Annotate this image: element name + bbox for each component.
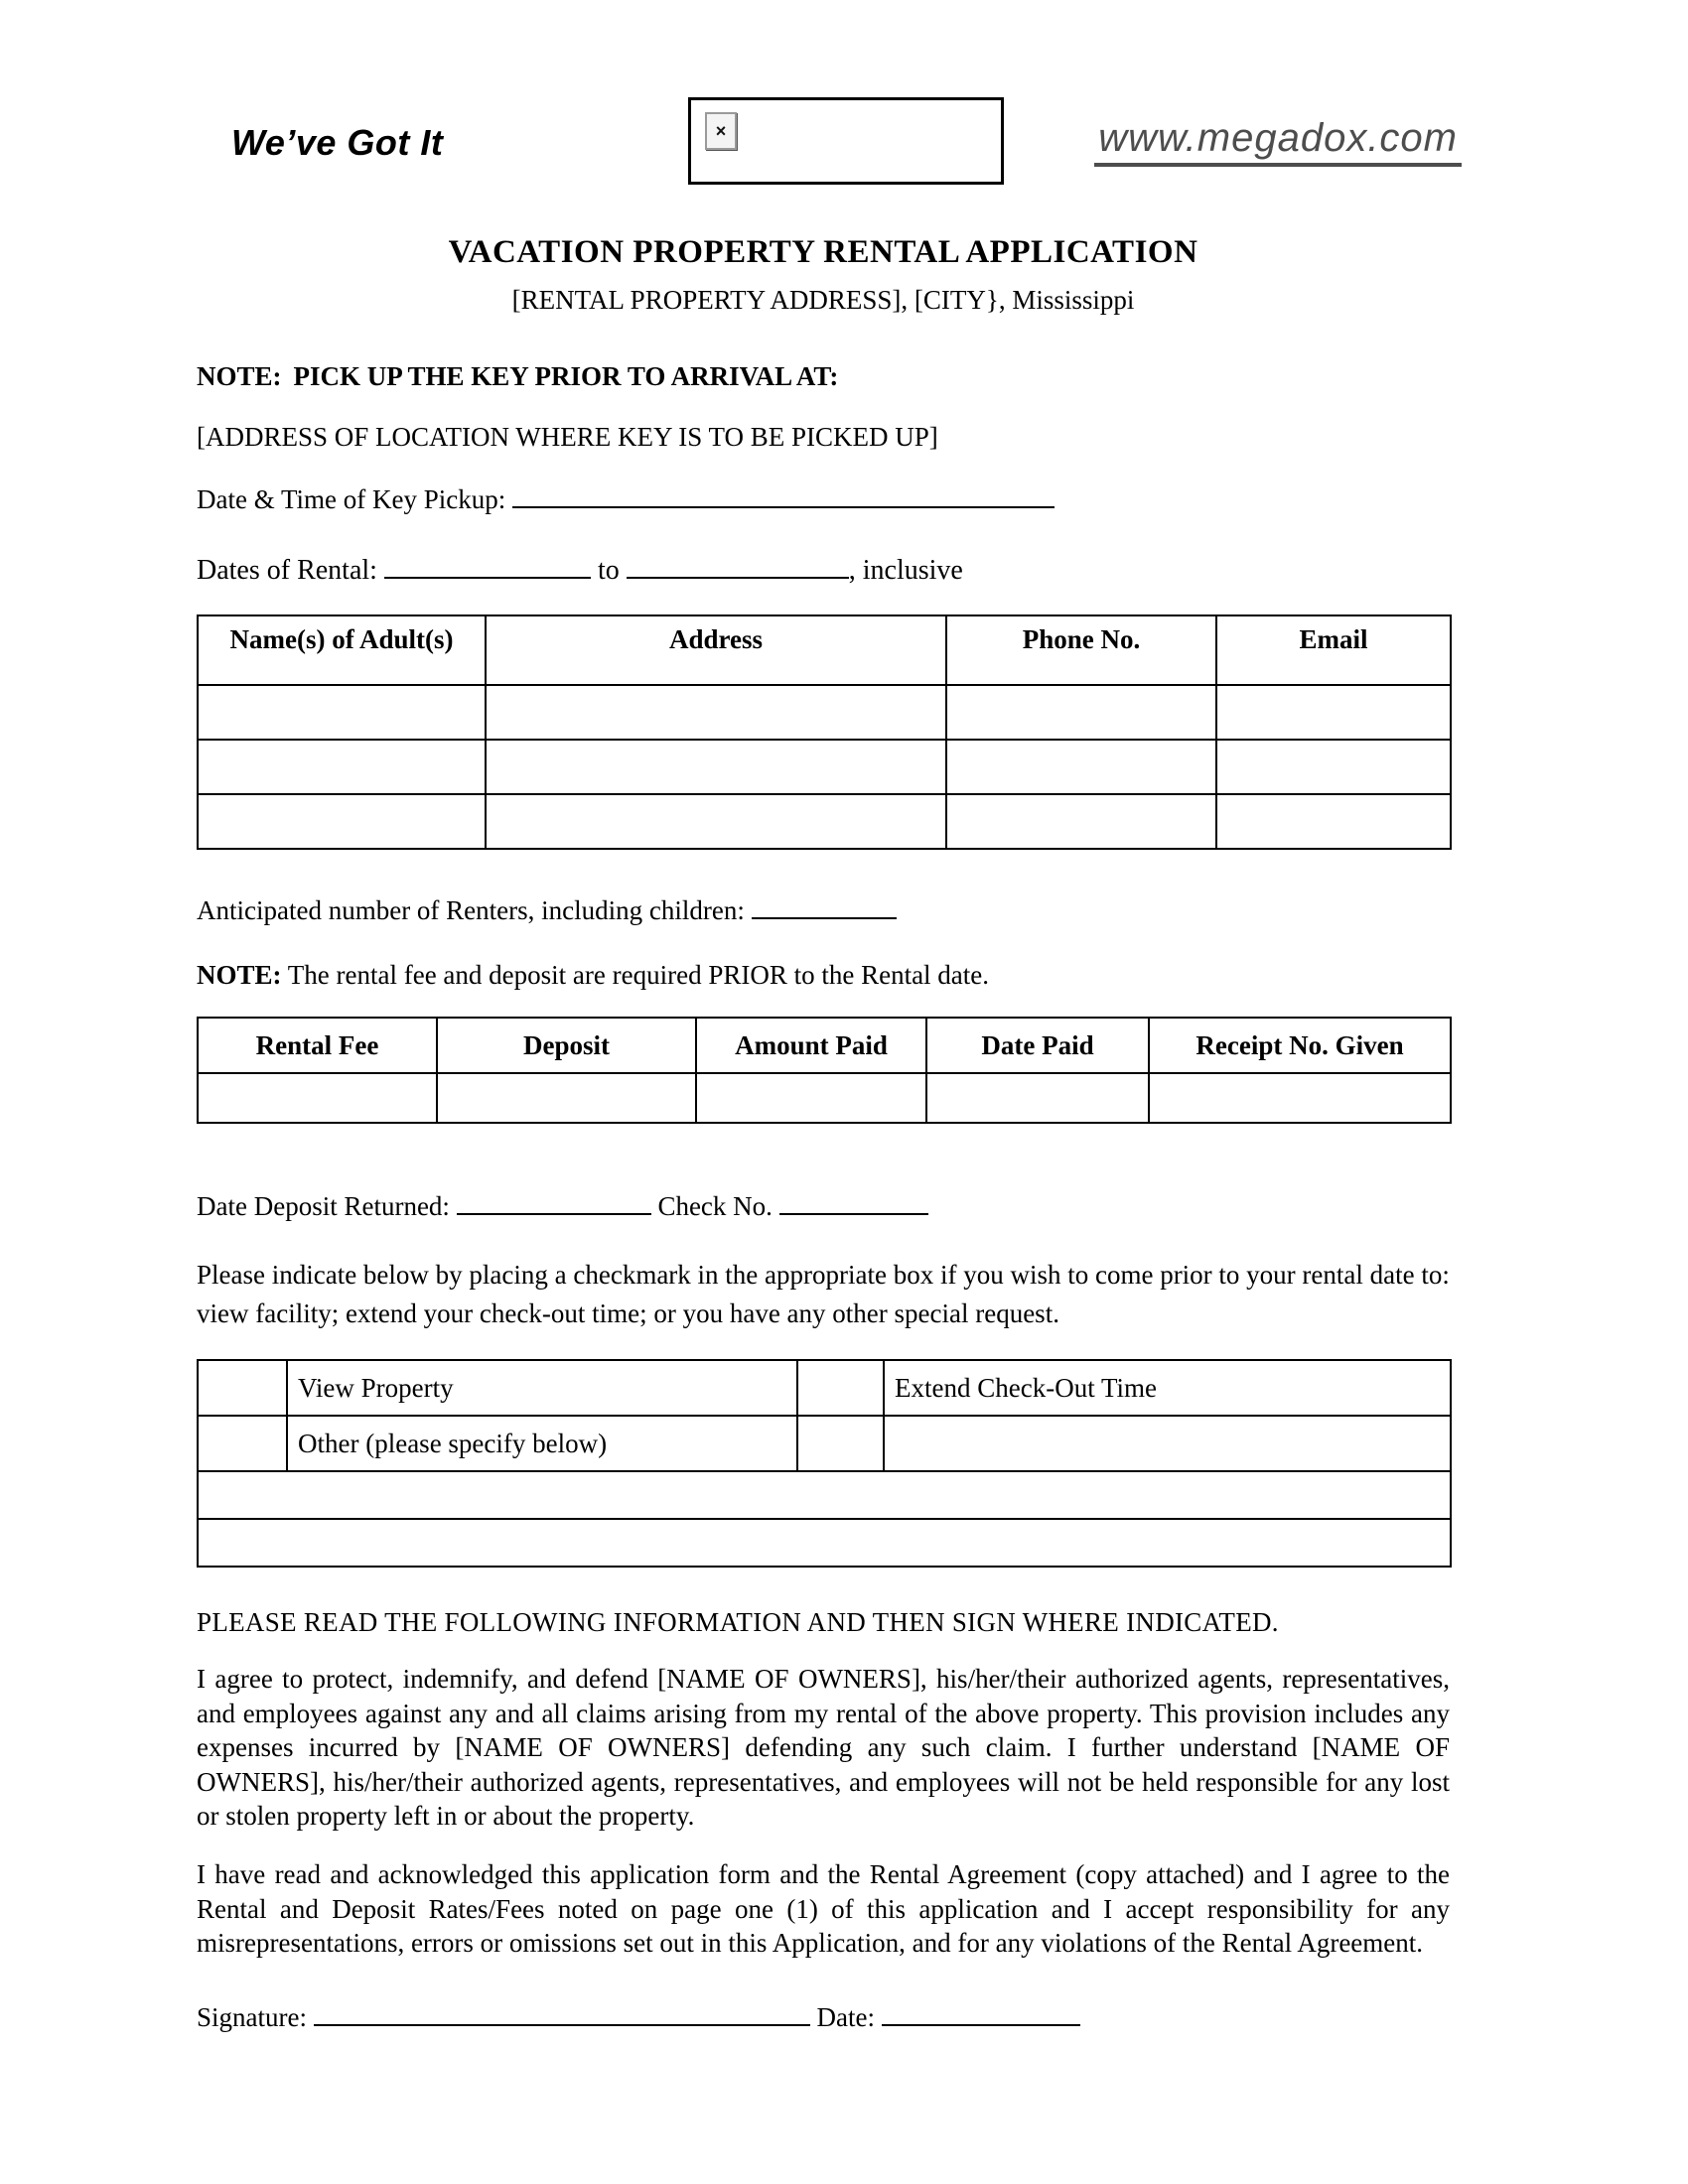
rental-end-blank[interactable]: [627, 553, 849, 579]
fees-table-header-row: [198, 1018, 1451, 1073]
note-label: NOTE:: [197, 361, 282, 391]
adults-table-row: [198, 685, 1451, 740]
adults-header-name: Name(s) of Adult(s): [198, 615, 486, 685]
other-specify-cell-2[interactable]: [198, 1519, 1451, 1567]
brand-logo-text: We’ve Got It: [231, 122, 444, 163]
adult-phone-cell[interactable]: [946, 794, 1216, 849]
key-pickup-note: [197, 361, 1450, 392]
date-paid-cell[interactable]: [926, 1073, 1149, 1123]
fee-note: [197, 960, 1450, 991]
key-pickup-date-label: Date & Time of Key Pickup:: [197, 484, 506, 514]
options-empty-checkbox-cell[interactable]: [797, 1416, 884, 1471]
adults-header-address: Address: [486, 615, 946, 685]
deposit-returned-label: Date Deposit Returned:: [197, 1191, 450, 1221]
adults-table-row: [198, 794, 1451, 849]
fees-table-row: [198, 1073, 1451, 1123]
indemnity-paragraph: I agree to protect, indemnify, and defend [NAME OF OWNERS], his/her/their authorized agents, representatives, and employees against any and all claims arising from my rental of the above property. This provision includes any expenses incurred by [NAME OF OWNERS] defending any such claim. I further understand [NAME OF OWNERS], his/her/their authorized agents, representatives, and employees will not be held responsible for any lost or stolen property left in or about the property.: [197, 1664, 1450, 1832]
extend-checkout-label: Extend Check-Out Time: [884, 1360, 1451, 1416]
fee-note-text: The rental fee and deposit are required PRIOR to the Rental date.: [287, 960, 990, 990]
signature-date-blank[interactable]: [882, 2000, 1080, 2026]
fees-header-rental-fee: Rental Fee: [198, 1018, 437, 1073]
deposit-cell[interactable]: [437, 1073, 696, 1123]
checkmark-instructions: Please indicate below by placing a checkmark in the appropriate box if you wish to come prior to your rental date to: view facility; extend your check-out time; or you have any other special request.: [197, 1260, 1450, 1329]
adults-table-row: [198, 740, 1451, 794]
deposit-returned-field: [197, 1189, 1450, 1222]
adult-email-cell[interactable]: [1216, 794, 1451, 849]
signature-label: Signature:: [197, 2001, 307, 2032]
key-pickup-date-field: [197, 482, 1450, 515]
fees-header-receipt-no: Receipt No. Given: [1149, 1018, 1451, 1073]
signature-field: [197, 2000, 1450, 2033]
fees-header-amount-paid: Amount Paid: [696, 1018, 926, 1073]
key-pickup-date-blank[interactable]: [512, 482, 1055, 508]
other-option-label: Other (please specify below): [287, 1416, 797, 1471]
acknowledgment-paragraph: I have read and acknowledged this application form and the Rental Agreement (copy attached) and I agree to the Rental and Deposit Rates/Fees noted on page one (1) of this application and I accept responsibility for any misrepresentations, errors or omissions set out in this Application, and for any violations of the Rental Agreement.: [197, 1859, 1450, 1959]
fees-table: [197, 1017, 1452, 1124]
adults-table: [197, 614, 1452, 850]
read-sign-instruction: PLEASE READ THE FOLLOWING INFORMATION AND THEN SIGN WHERE INDICATED.: [197, 1607, 1279, 1638]
deposit-returned-blank[interactable]: [457, 1189, 651, 1215]
adult-phone-cell[interactable]: [946, 740, 1216, 794]
key-pickup-address: [ADDRESS OF LOCATION WHERE KEY IS TO BE PICKED UP]: [197, 422, 938, 452]
other-checkbox-cell[interactable]: [198, 1416, 287, 1471]
renters-count-blank[interactable]: [752, 893, 897, 919]
adult-name-cell[interactable]: [198, 685, 486, 740]
other-specify-row-2: [198, 1519, 1451, 1567]
fees-header-date-paid: Date Paid: [926, 1018, 1149, 1073]
rental-dates-label: Dates of Rental:: [197, 555, 377, 586]
form-title: VACATION PROPERTY RENTAL APPLICATION: [448, 234, 1198, 270]
note-text: PICK UP THE KEY PRIOR TO ARRIVAL AT:: [293, 361, 839, 391]
adult-phone-cell[interactable]: [946, 685, 1216, 740]
rental-dates-field: [197, 553, 1450, 587]
adults-header-email: Email: [1216, 615, 1451, 685]
adult-email-cell[interactable]: [1216, 685, 1451, 740]
page-header: [197, 94, 1458, 189]
property-address-line: [RENTAL PROPERTY ADDRESS], [CITY}, Mississippi: [511, 285, 1135, 315]
view-property-label: View Property: [287, 1360, 797, 1416]
rental-dates-connector: to: [597, 555, 620, 586]
adult-name-cell[interactable]: [198, 794, 486, 849]
adult-email-cell[interactable]: [1216, 740, 1451, 794]
adult-address-cell[interactable]: [486, 794, 946, 849]
missing-image-placeholder-box: [688, 97, 1004, 185]
options-empty-cell: [884, 1416, 1451, 1471]
adult-name-cell[interactable]: [198, 740, 486, 794]
options-row-1: [198, 1360, 1451, 1416]
broken-image-icon: ×: [705, 112, 737, 150]
other-specify-row-1: [198, 1471, 1451, 1519]
options-row-2: [198, 1416, 1451, 1471]
fees-header-deposit: Deposit: [437, 1018, 696, 1073]
options-table: [197, 1359, 1452, 1568]
fee-note-label: NOTE:: [197, 960, 282, 990]
extend-checkout-checkbox-cell[interactable]: [797, 1360, 884, 1416]
adults-header-phone: Phone No.: [946, 615, 1216, 685]
adults-table-header-row: [198, 615, 1451, 685]
receipt-no-cell[interactable]: [1149, 1073, 1451, 1123]
signature-blank[interactable]: [314, 2000, 810, 2026]
check-no-label: Check No.: [657, 1191, 773, 1221]
other-specify-cell-1[interactable]: [198, 1471, 1451, 1519]
rental-fee-cell[interactable]: [198, 1073, 437, 1123]
adult-address-cell[interactable]: [486, 740, 946, 794]
renters-count-label: Anticipated number of Renters, including children:: [197, 895, 745, 925]
adult-address-cell[interactable]: [486, 685, 946, 740]
amount-paid-cell[interactable]: [696, 1073, 926, 1123]
view-property-checkbox-cell[interactable]: [198, 1360, 287, 1416]
renters-count-field: [197, 893, 1450, 926]
rental-start-blank[interactable]: [384, 553, 591, 579]
rental-dates-suffix: , inclusive: [848, 555, 963, 586]
signature-date-label: Date:: [816, 2001, 875, 2032]
website-link[interactable]: www.megadox.com: [1094, 116, 1462, 167]
check-no-blank[interactable]: [779, 1189, 928, 1215]
